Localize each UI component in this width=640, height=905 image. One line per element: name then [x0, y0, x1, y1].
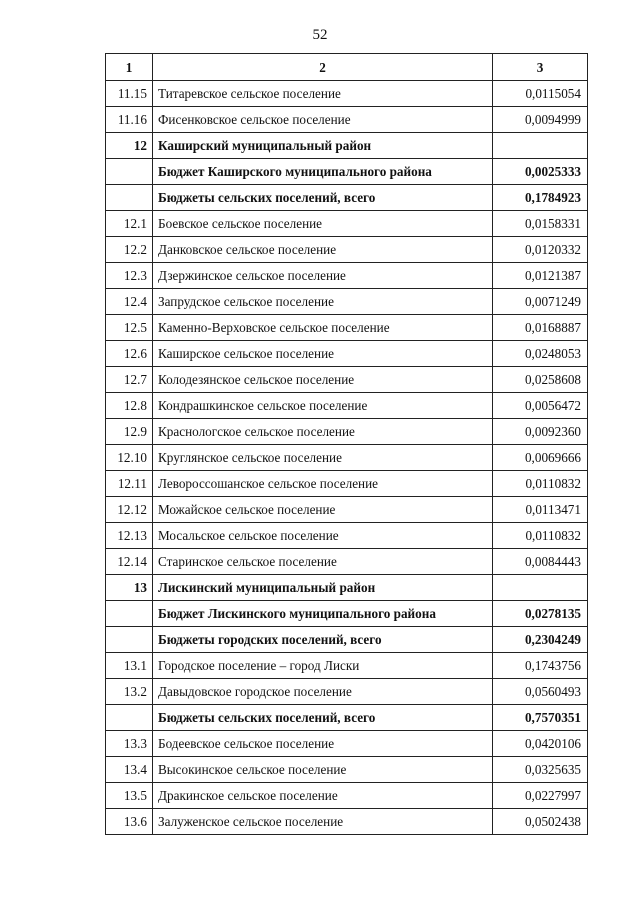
table-row — [106, 679, 588, 705]
row-name-cell: Краснологское сельское поселение — [153, 419, 493, 445]
row-value-cell: 0,0084443 — [493, 549, 588, 575]
row-number-cell: 12.14 — [106, 549, 153, 575]
table-body — [106, 81, 588, 835]
table-header-row — [106, 54, 588, 81]
row-number-cell — [106, 159, 153, 185]
row-number-cell: 12.9 — [106, 419, 153, 445]
table-row — [106, 107, 588, 133]
row-value-cell: 0,0025333 — [493, 159, 588, 185]
table-row — [106, 81, 588, 107]
row-name-cell: Дзержинское сельское поселение — [153, 263, 493, 289]
row-number-cell: 12.4 — [106, 289, 153, 315]
row-number-cell: 13.4 — [106, 757, 153, 783]
table-row — [106, 445, 588, 471]
row-value-cell: 0,0110832 — [493, 523, 588, 549]
table-row — [106, 601, 588, 627]
row-name-cell: Высокинское сельское поселение — [153, 757, 493, 783]
row-value-cell: 0,0420106 — [493, 731, 588, 757]
row-name-cell: Можайское сельское поселение — [153, 497, 493, 523]
row-value-cell: 0,7570351 — [493, 705, 588, 731]
row-number-cell — [106, 601, 153, 627]
table-row — [106, 237, 588, 263]
table-row — [106, 341, 588, 367]
row-name-cell: Бюджеты городских поселений, всего — [153, 627, 493, 653]
row-name-cell: Старинское сельское поселение — [153, 549, 493, 575]
row-value-cell: 0,0110832 — [493, 471, 588, 497]
row-name-cell: Бюджет Лискинского муниципального района — [153, 601, 493, 627]
row-name-cell: Боевское сельское поселение — [153, 211, 493, 237]
header-col-3: 3 — [493, 54, 588, 81]
row-name-cell: Титаревское сельское поселение — [153, 81, 493, 107]
row-name-cell: Бюджет Каширского муниципального района — [153, 159, 493, 185]
row-value-cell: 0,0227997 — [493, 783, 588, 809]
row-name-cell: Фисенковское сельское поселение — [153, 107, 493, 133]
row-number-cell: 12.5 — [106, 315, 153, 341]
row-value-cell: 0,2304249 — [493, 627, 588, 653]
row-name-cell: Каменно-Верховское сельское поселение — [153, 315, 493, 341]
row-name-cell: Бодеевское сельское поселение — [153, 731, 493, 757]
row-number-cell: 12.2 — [106, 237, 153, 263]
row-value-cell: 0,0560493 — [493, 679, 588, 705]
row-value-cell: 0,0113471 — [493, 497, 588, 523]
row-number-cell: 12 — [106, 133, 153, 159]
row-number-cell: 12.12 — [106, 497, 153, 523]
row-name-cell: Каширский муниципальный район — [153, 133, 493, 159]
row-name-cell: Дракинское сельское поселение — [153, 783, 493, 809]
row-name-cell: Давыдовское городское поселение — [153, 679, 493, 705]
row-number-cell: 12.6 — [106, 341, 153, 367]
table-row — [106, 185, 588, 211]
table-row — [106, 809, 588, 835]
row-number-cell: 12.13 — [106, 523, 153, 549]
row-value-cell: 0,0071249 — [493, 289, 588, 315]
table-row — [106, 471, 588, 497]
row-name-cell: Запрудское сельское поселение — [153, 289, 493, 315]
row-number-cell — [106, 185, 153, 211]
row-value-cell: 0,0258608 — [493, 367, 588, 393]
row-number-cell: 13.5 — [106, 783, 153, 809]
row-name-cell: Бюджеты сельских поселений, всего — [153, 185, 493, 211]
row-number-cell: 12.3 — [106, 263, 153, 289]
row-name-cell: Городское поселение – город Лиски — [153, 653, 493, 679]
table-row — [106, 367, 588, 393]
row-name-cell: Данковское сельское поселение — [153, 237, 493, 263]
table-row — [106, 523, 588, 549]
row-value-cell: 0,0092360 — [493, 419, 588, 445]
row-number-cell: 12.1 — [106, 211, 153, 237]
table-row — [106, 731, 588, 757]
row-name-cell: Лискинский муниципальный район — [153, 575, 493, 601]
row-name-cell: Бюджеты сельских поселений, всего — [153, 705, 493, 731]
row-value-cell: 0,0502438 — [493, 809, 588, 835]
table-row — [106, 133, 588, 159]
table-row — [106, 159, 588, 185]
table-row — [106, 393, 588, 419]
row-value-cell: 0,0120332 — [493, 237, 588, 263]
table-row — [106, 549, 588, 575]
table-row — [106, 315, 588, 341]
row-value-cell: 0,1784923 — [493, 185, 588, 211]
row-value-cell: 0,0069666 — [493, 445, 588, 471]
row-number-cell — [106, 627, 153, 653]
distribution-table — [105, 53, 588, 835]
row-number-cell — [106, 705, 153, 731]
page-number: 52 — [312, 27, 328, 43]
row-value-cell — [493, 133, 588, 159]
row-value-cell: 0,0094999 — [493, 107, 588, 133]
row-name-cell: Кондрашкинское сельское поселение — [153, 393, 493, 419]
row-number-cell: 12.7 — [106, 367, 153, 393]
table-row — [106, 211, 588, 237]
row-number-cell: 12.11 — [106, 471, 153, 497]
row-name-cell: Залуженское сельское поселение — [153, 809, 493, 835]
row-number-cell: 13.3 — [106, 731, 153, 757]
row-value-cell: 0,0248053 — [493, 341, 588, 367]
row-value-cell — [493, 575, 588, 601]
row-value-cell: 0,0056472 — [493, 393, 588, 419]
row-value-cell: 0,0168887 — [493, 315, 588, 341]
row-number-cell: 13.6 — [106, 809, 153, 835]
row-name-cell: Колодезянское сельское поселение — [153, 367, 493, 393]
table-row — [106, 419, 588, 445]
row-value-cell: 0,0278135 — [493, 601, 588, 627]
row-value-cell: 0,0115054 — [493, 81, 588, 107]
header-col-1: 1 — [106, 54, 153, 81]
row-value-cell: 0,1743756 — [493, 653, 588, 679]
row-value-cell: 0,0158331 — [493, 211, 588, 237]
table-row — [106, 653, 588, 679]
table-row — [106, 783, 588, 809]
row-number-cell: 12.10 — [106, 445, 153, 471]
row-number-cell: 11.15 — [106, 81, 153, 107]
table-row — [106, 627, 588, 653]
table-row — [106, 757, 588, 783]
row-name-cell: Мосальское сельское поселение — [153, 523, 493, 549]
row-value-cell: 0,0121387 — [493, 263, 588, 289]
row-number-cell: 13.1 — [106, 653, 153, 679]
row-name-cell: Каширское сельское поселение — [153, 341, 493, 367]
row-value-cell: 0,0325635 — [493, 757, 588, 783]
row-number-cell: 13.2 — [106, 679, 153, 705]
table-row — [106, 705, 588, 731]
header-col-2: 2 — [153, 54, 493, 81]
row-name-cell: Левороссошанское сельское поселение — [153, 471, 493, 497]
row-number-cell: 12.8 — [106, 393, 153, 419]
table-row — [106, 497, 588, 523]
row-number-cell: 13 — [106, 575, 153, 601]
row-number-cell: 11.16 — [106, 107, 153, 133]
table-row — [106, 263, 588, 289]
table-row — [106, 575, 588, 601]
table-row — [106, 289, 588, 315]
row-name-cell: Круглянское сельское поселение — [153, 445, 493, 471]
